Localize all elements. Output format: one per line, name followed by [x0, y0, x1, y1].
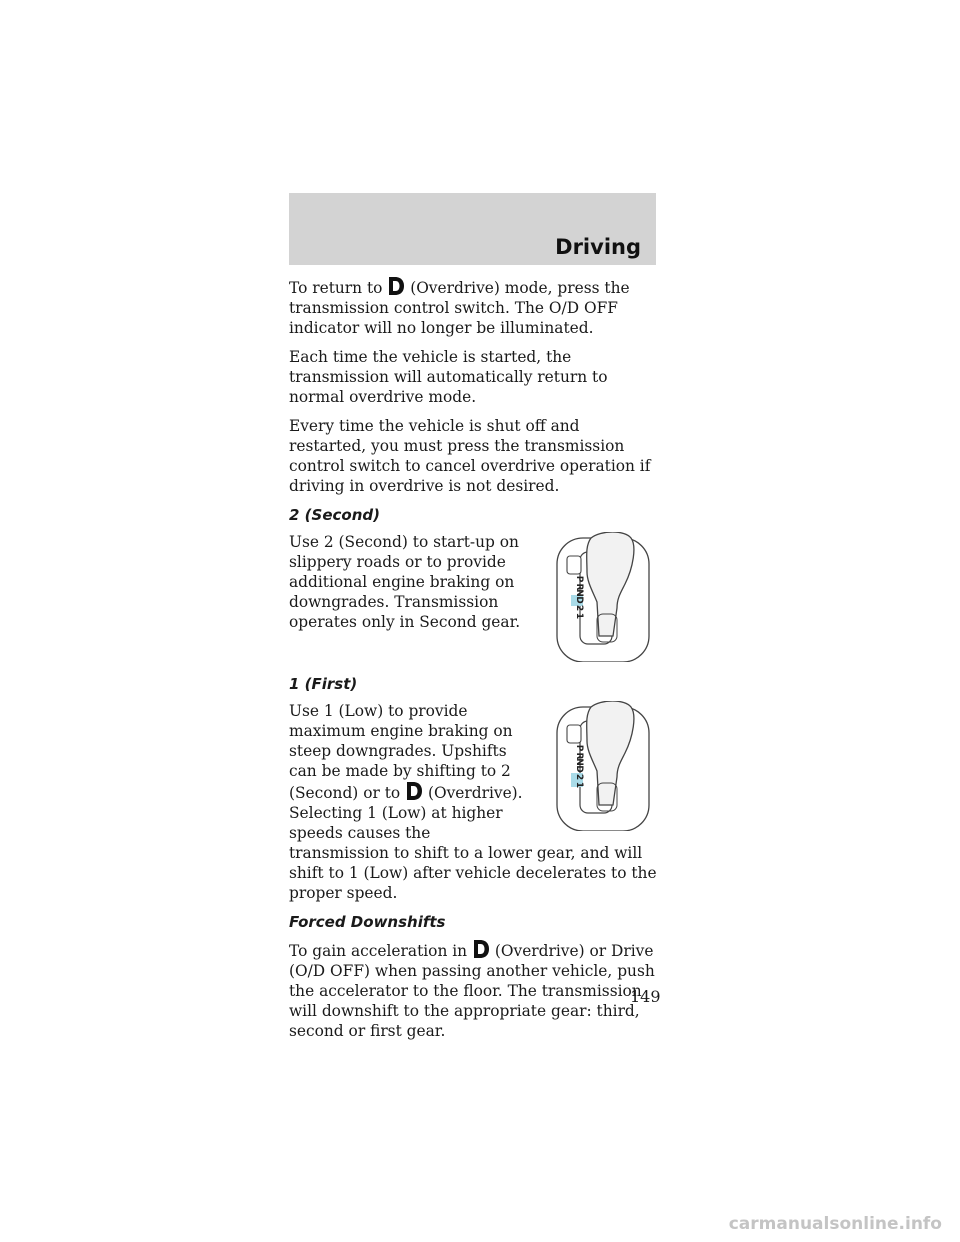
gear-shifter-illustration-first	[541, 701, 661, 831]
section-second	[289, 532, 661, 662]
paragraph-auto-return: Each time the vehicle is started, the transmission will automatically return to normal overdrive mode.	[289, 348, 608, 406]
footer-watermark: carmanualsonline.info	[728, 1214, 942, 1234]
gear-label-p: P	[574, 744, 584, 752]
gear-label-r: R	[574, 752, 584, 760]
section-title: Driving	[555, 235, 641, 259]
gear-shifter-illustration-second	[541, 532, 661, 662]
section-header-tab	[289, 193, 656, 265]
heading-forced-downshifts: Forced Downshifts	[289, 913, 446, 931]
gear-label-1: 1	[574, 612, 584, 620]
section-first	[289, 701, 661, 903]
gear-label-r: R	[574, 583, 584, 591]
overdrive-d-icon	[405, 781, 423, 801]
overdrive-d-icon	[387, 276, 405, 296]
gear-label-p: P	[574, 575, 584, 583]
heading-first: 1 (First)	[289, 675, 358, 693]
gear-label-d: D	[574, 765, 584, 773]
heading-second: 2 (Second)	[289, 506, 380, 524]
text-run: (Overdrive) or Drive (O/D OFF) when passing another vehicle, push the accelerator to the floor. The transmission will downshift to the appropriate gear: third, second or first gear.	[289, 942, 655, 1040]
text-run: To gain acceleration in	[289, 942, 472, 960]
text-run: To return to	[289, 279, 388, 297]
gear-label-1: 1	[574, 781, 584, 789]
paragraph-return-overdrive	[289, 276, 661, 338]
page-number: 149	[630, 987, 661, 1006]
text-run: (Overdrive) mode, press the transmission control switch. The O/D OFF indicator will no longer be illuminated.	[289, 279, 630, 337]
paragraph-cancel-overdrive: Every time the vehicle is shut off and restarted, you must press the transmission control switch to cancel overdrive operation if driving in overdrive is not desired.	[289, 417, 651, 495]
gear-label-2: 2	[574, 773, 584, 781]
page-content	[289, 276, 661, 1050]
gear-label-n: N	[574, 589, 584, 597]
overdrive-d-icon	[472, 939, 490, 959]
gear-label-n: N	[574, 758, 584, 766]
paragraph-forced-downshifts	[289, 939, 661, 1041]
text-run: Use 1 (Low) to provide maximum engine braking on steep downgrades. Upshifts can be made by shifting to 2 (Second) or to	[289, 702, 513, 802]
text-run: (Overdrive). Selecting 1 (Low) at higher speeds causes the transmission to shift to a lower gear, and will shift to 1 (Low) after vehicle decelerates to the proper speed.	[289, 784, 657, 902]
paragraph-second: Use 2 (Second) to start-up on slippery roads or to provide additional engine braking on downgrades. Transmission operates only in Second gear.	[289, 533, 521, 631]
gear-label-2: 2	[574, 604, 584, 612]
gear-label-d: D	[574, 596, 584, 604]
